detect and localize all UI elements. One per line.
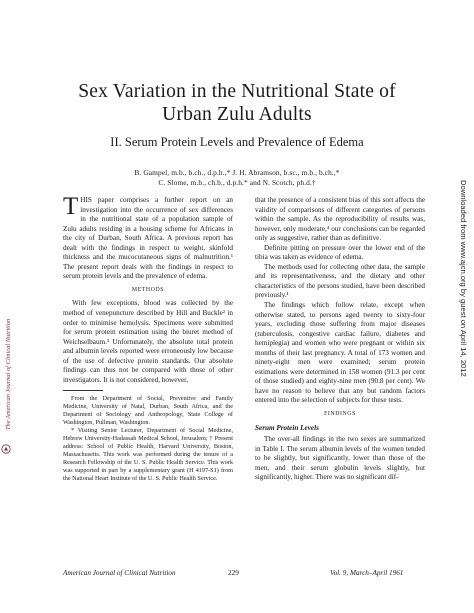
intro-text: HIS paper comprises a further report on an investigation into the occurrence of sex differences in the nutritional state of a population sample of Zulu adults residing in a housing scheme for Africans in the city of Durban, South Africa. A previous report has dealt with the findings in respect to weight, skinfold thickness and the mucocutaneous signs of malnutrition.¹ The present report deals with the findings in respect to serum protein levels and the prevalence of edema.: [63, 196, 233, 281]
intro-paragraph: [63, 193, 233, 282]
footnote-author-notes: * Visiting Senior Lecturer, Department of Social Medicine, Hebrew University-Hadassah Medical School, Jerusalem; † Present address: School of Public Health, Harvard University, Boston, Massachusetts. This work was performed during the tenure of a Research Fellowship of the U. S. Public Health Service. This work was supported in part by a supplementary grant (H 4197-S1) from the National Heart Institute of the U. S. Public Health Service.: [63, 427, 233, 483]
methods-heading: METHODS: [131, 286, 165, 293]
footnote-rule: [63, 390, 103, 391]
authors-line-2: C. Slome, m.b., ch.b., d.p.h.* and N. Scotch, ph.d.†: [158, 178, 316, 187]
methods-paragraph: With few exceptions, blood was collected by the method of venepuncture described by Hill and Buckle² in order to minimise hemolysis. Specimens were submitted for serum protein estimation using the biuret method of Weichselbaum.³ Unfortunately, the absolute total protein and albumin levels reported were erroneously low because of the use of defective protein standards. Our absolute findings can thus not be compared with those of other investigators. It is not considered, however,: [63, 299, 233, 384]
left-column: [63, 193, 233, 483]
footer-page-number: 229: [228, 569, 239, 577]
right-paragraph-3: The methods used for collecting other data, the sample and its representativeness, and the dietary and other characteristics of the persons studied, have been described previously.¹: [255, 262, 425, 300]
findings-heading: FINDINGS: [324, 411, 356, 418]
journal-logo-icon: [1, 444, 11, 454]
right-paragraph-1: that the presence of a consistent bias of this sort affects the validity of comparisons of different categories of persons within the sample. As the reproducibility of results was, however, only moderate,⁴ our conclusions can be regarded only as suggestive, rather than as definitive.: [255, 196, 425, 243]
right-column: [255, 196, 425, 483]
right-vertical-download-text: Downloaded from www.ajcn.org by guest on April 14, 2012: [459, 180, 468, 377]
footer-journal-name: American Journal of Clinical Nutrition: [63, 569, 176, 577]
article-title-line-1: Sex Variation in the Nutritional State of: [78, 81, 396, 102]
article-title-line-2: Urban Zulu Adults: [162, 104, 312, 125]
footnotes: [63, 395, 233, 483]
footer-volume: Vol. 9, March–April 1961: [330, 569, 404, 577]
article-subtitle: II. Serum Protein Levels and Prevalence of Edema: [110, 135, 364, 149]
footnote-affiliation: From the Department of Social, Preventive and Family Medicine, University of Natal, Durban, South Africa, and the Department of Sociology and Anthropology, State College of Washington, Pullman, Washington.: [63, 395, 233, 427]
right-paragraph-2: Definite pitting on pressure over the lower end of the tibia was taken as evidence of edema.: [255, 243, 425, 262]
drop-cap: T: [63, 193, 79, 220]
left-vertical-journal-text: The American Journal of Clinical Nutrition: [5, 318, 12, 430]
serum-protein-subheading: Serum Protein Levels: [255, 423, 319, 432]
right-margin-strip: [455, 180, 469, 410]
right-paragraph-5: The over-all findings in the two sexes are summarized in Table I. The serum albumin levels of the women tended to be slightly, but significantly, lower than those of the men, and their serum globulin levels slightly, but significantly, higher. There was no significant dif-: [255, 435, 425, 482]
left-margin-strip: [2, 210, 12, 430]
authors-line-1: B. Gampel, m.b., b.ch., d.p.h.,* J. H. Abramson, b.sc., m.b., b.ch.,*: [134, 168, 340, 177]
right-paragraph-4: The findings which follow relate, except when otherwise stated, to persons aged twenty to sixty-four years, excluding those suffering from major diseases (tuberculosis, congestive cardiac failure, diabetes and hemiplegia) and women who were pregnant or within six months of their last pregnancy. A total of 173 women and ninety-eight men were examined; serum protein estimations were determined in 158 women (91.3 per cent of those studied) and eighty-nine men (90.8 per cent). We have no reason to believe that any but random factors entered into the selection of subjects for these tests.: [255, 301, 425, 405]
